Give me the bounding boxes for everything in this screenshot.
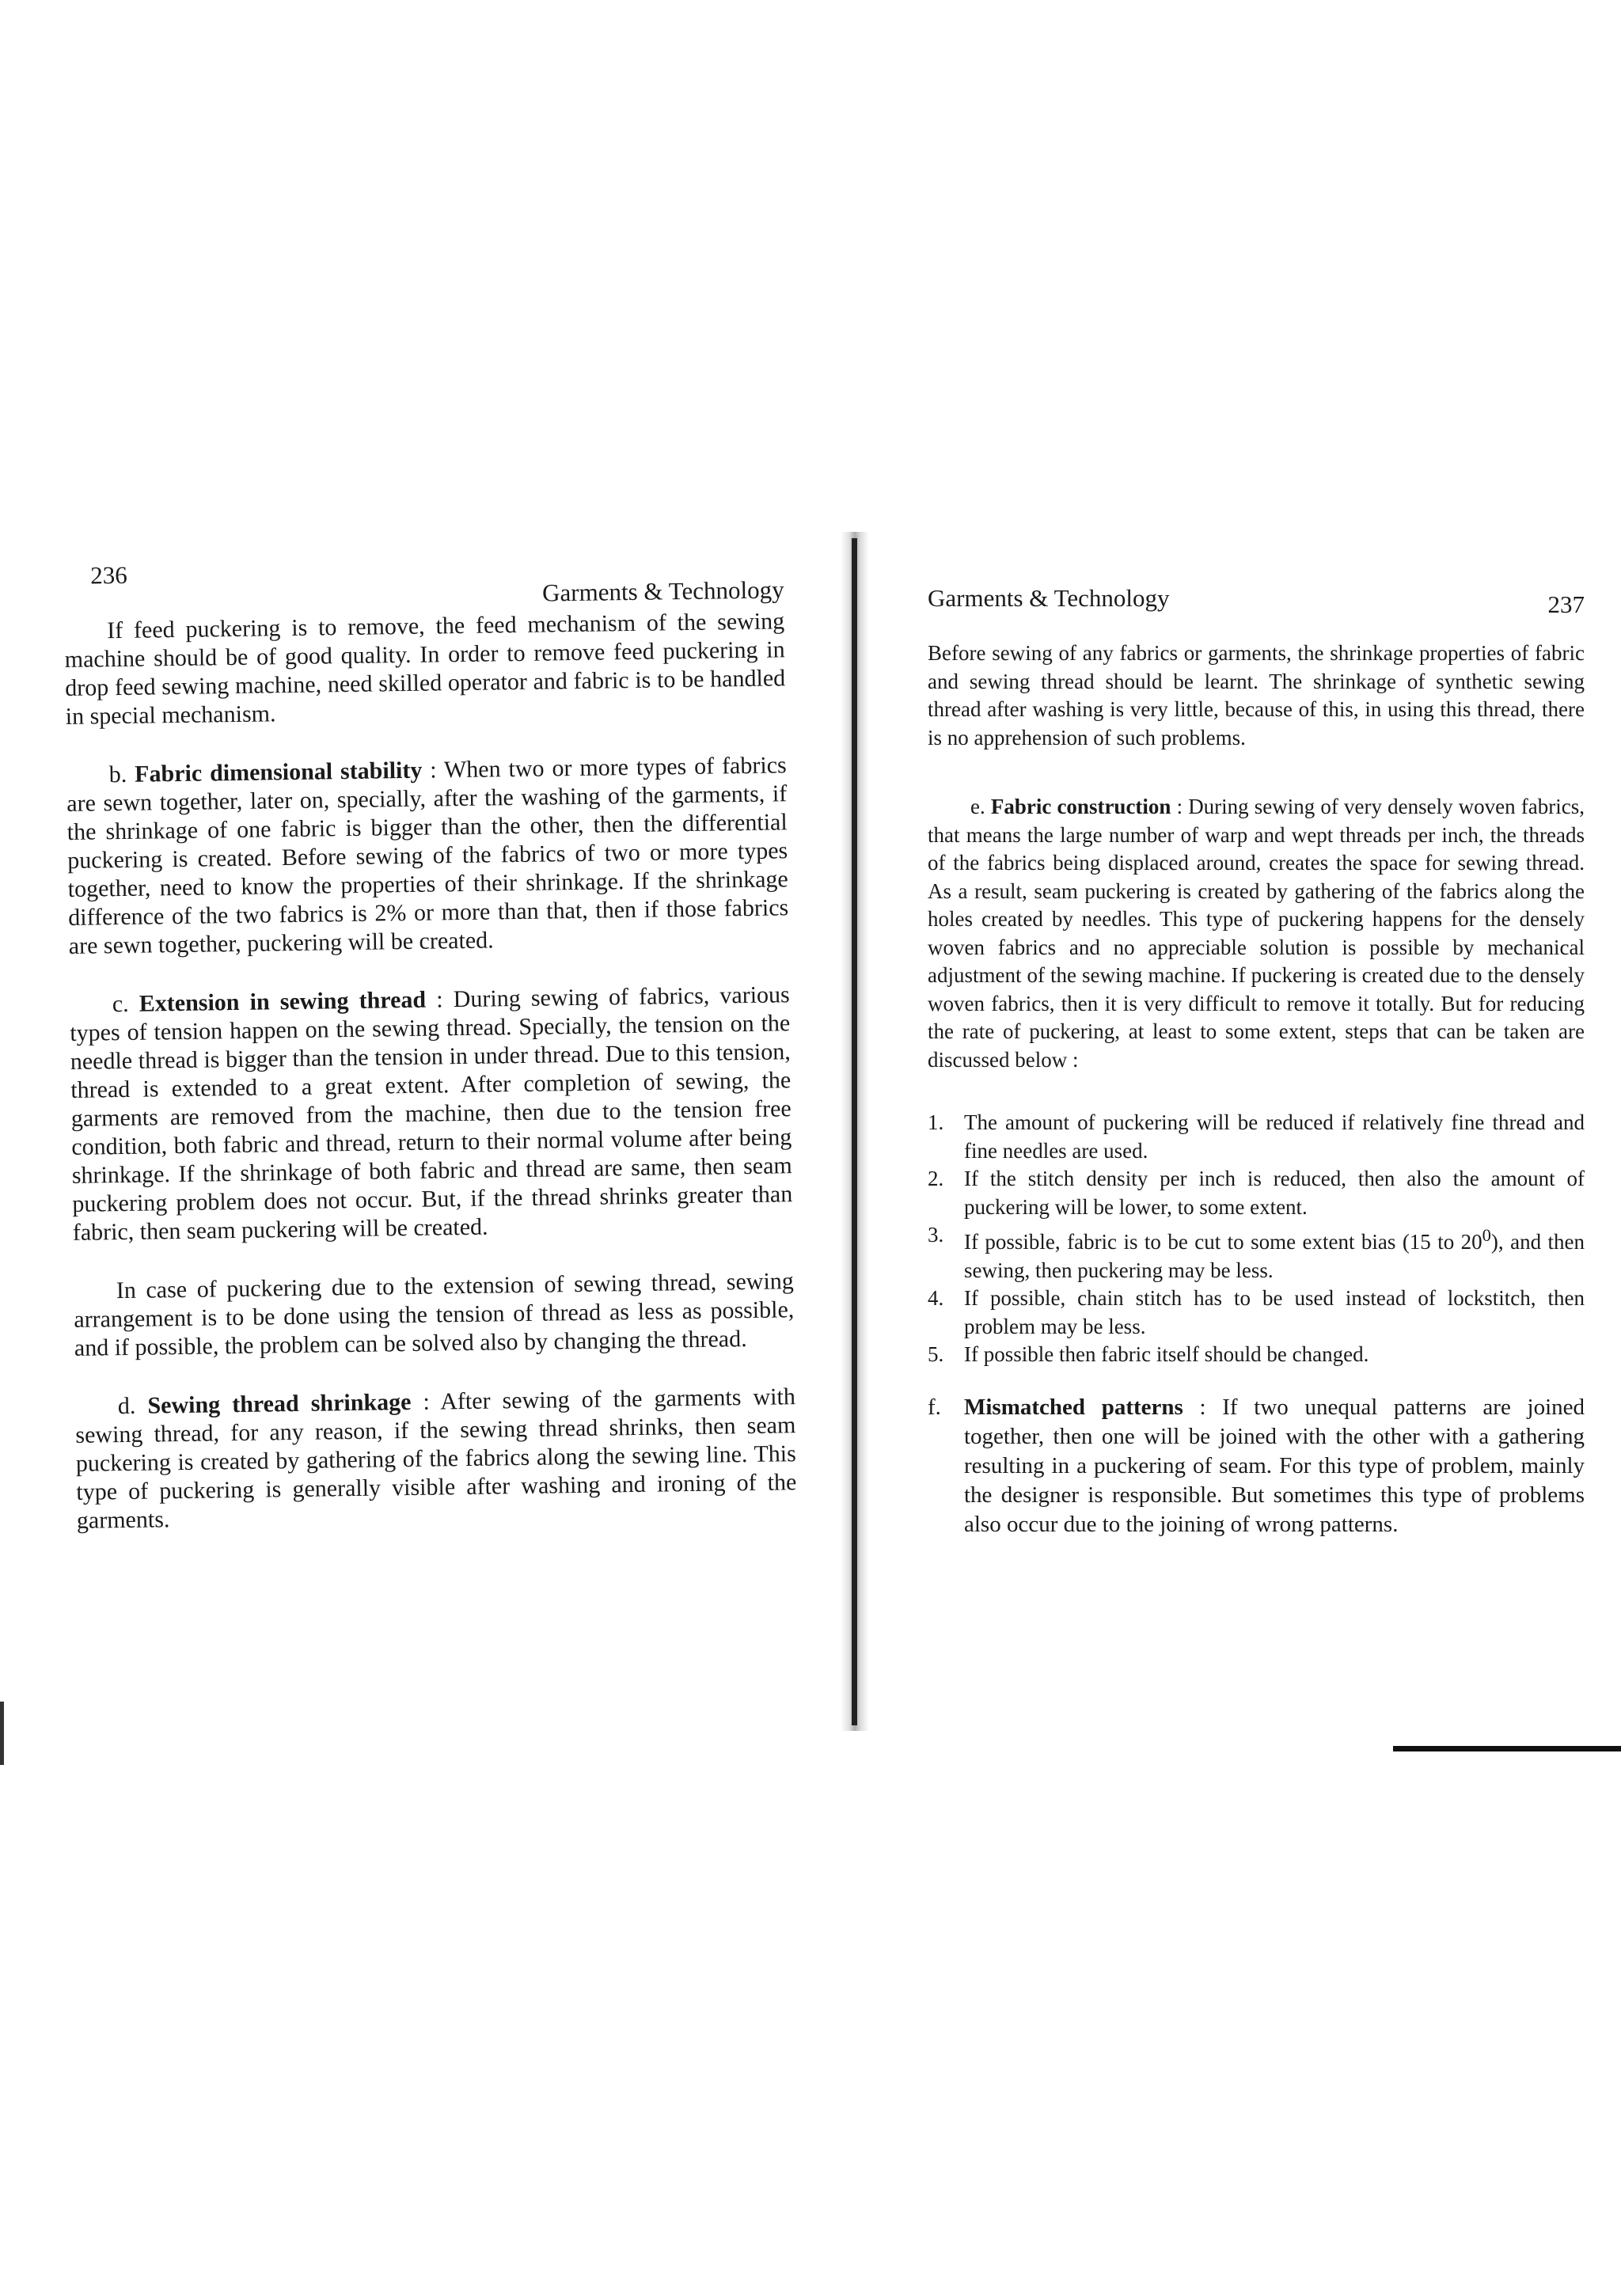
section-body: After sewing of the garments with sewing thread, for any reason, if the sewing thread shrinks, then seam puckering is created by gathering of the fabrics along the sewing line. This type of puckering is generally visible after washing and ironing of the garments.	[75, 1383, 797, 1534]
separator: :	[1171, 795, 1189, 818]
list-number: 3.	[928, 1223, 944, 1247]
section-body: During sewing of fabrics, various types of tension happen on the sewing thread. Specially, the tension on the needle thread is bigger than the tension in under thread. Due to this tension, thread is extended to a great extent. After completion of sewing, the garments are removed from the machine, then due to the tension free condition, both fabric and thread, return to their normal volume after being shrinkage. If the shrinkage of both fabric and thread are same, then seam puckering problem does not occur. But, if the thread shrinks greater than fabric, then seam puckering will be created.	[70, 981, 793, 1246]
list-item	[928, 1165, 1585, 1221]
list-text: If the stitch density per inch is reduced, then also the amount of puckering will be lower, to some extent.	[964, 1167, 1585, 1219]
list-text: ), and then sewing, then puckering may be less.	[964, 1230, 1585, 1282]
page-edge-mark	[0, 1702, 4, 1765]
paragraph-c2: In case of puckering due to the extension of sewing thread, sewing arrangement is to be done using the tension of thread as less as possible, and if possible, the problem can be solved also by changing the thread.	[74, 1268, 795, 1361]
section-title: Extension in sewing thread	[139, 986, 427, 1017]
list-text: If possible then fabric itself should be changed.	[964, 1342, 1369, 1366]
section-title: Mismatched patterns	[964, 1394, 1183, 1420]
left-page-header	[63, 552, 784, 617]
separator: :	[1183, 1394, 1223, 1420]
section-label: c.	[112, 990, 129, 1018]
list-text: If possible, chain stitch has to be used instead of lockstitch, then problem may be less.	[964, 1286, 1585, 1338]
section-title: Sewing thread shrinkage	[147, 1388, 412, 1419]
page-bottom-edge	[1393, 1746, 1621, 1751]
list-number: 4.	[928, 1286, 944, 1310]
section-label: b.	[108, 761, 127, 788]
section-body: When two or more types of fabrics are sewn together, later on, specially, after the washing of the garments, if the shrinkage of one fabric is bigger than the other, then the differential puckering is created. Before sewing of the fabrics of two or more types together, need to know the properties of their shrinkage. If the shrinkage difference of the two fabrics is 2% or more than that, then if those fabrics are sewn together, puckering will be created.	[66, 752, 789, 959]
running-head: Garments & Technology	[928, 584, 1170, 612]
left-page	[63, 552, 797, 1535]
section-d	[75, 1383, 797, 1535]
page-number: 236	[89, 560, 127, 590]
list-item	[928, 1221, 1585, 1285]
separator: :	[411, 1388, 441, 1415]
section-b	[66, 751, 789, 961]
list-number: 5.	[928, 1342, 944, 1366]
list-text: The amount of puckering will be reduced if relatively fine thread and fine needles are used.	[964, 1110, 1585, 1163]
right-page-header	[928, 584, 1585, 639]
section-title: Fabric construction	[990, 795, 1171, 818]
section-label: e.	[970, 795, 985, 818]
list-number: 2.	[928, 1167, 944, 1190]
list-number: 1.	[928, 1110, 944, 1134]
section-label: f.	[928, 1394, 941, 1420]
page-number: 237	[1547, 590, 1585, 618]
section-title: Fabric dimensional stability	[134, 757, 423, 787]
separator: :	[425, 986, 454, 1013]
list-item	[928, 1109, 1585, 1165]
running-head: Garments & Technology	[541, 575, 784, 607]
book-spine	[852, 538, 857, 1725]
section-label: d.	[117, 1392, 136, 1420]
list-text: If possible, fabric is to be cut to some extent bias (15 to 20	[964, 1230, 1482, 1254]
list-item	[928, 1285, 1585, 1341]
paragraph-intro: Before sewing of any fabrics or garments, the shrinkage properties of fabric and sewing thread should be learnt. The shrinkage of synthetic sewing thread after washing is very little, because of this, in using this thread, there is no apprehension of such problems.	[928, 641, 1585, 750]
section-c	[70, 981, 793, 1247]
right-page	[928, 584, 1585, 1539]
section-body: If two unequal patterns are joined together, then one will be joined with the other with a gathering resulting in a puckering of seam. For this type of problem, mainly the designer is responsible. But sometimes this type of problems also occur due to the joining of wrong patterns.	[964, 1394, 1585, 1537]
list-item	[928, 1341, 1585, 1369]
steps-list	[928, 1109, 1585, 1369]
separator: :	[422, 757, 445, 784]
section-e	[928, 793, 1585, 1074]
section-f	[928, 1393, 1585, 1539]
section-body: During sewing of very densely woven fabrics, that means the large number of warp and wept threads per inch, the threads of the fabrics being displaced around, creates the space for sewing thread. As a result, seam puckering is created by gathering of the fabrics along the holes created by needles. This type of puckering happens for the densely woven fabrics and no appreciable solution is possible by mechanical adjustment of the sewing machine. If puckering is created due to the densely woven fabrics, then it is very difficult to remove it totally. But for reducing the rate of puckering, at least to some extent, steps that can be taken are discussed below :	[928, 795, 1585, 1072]
superscript: 0	[1482, 1225, 1491, 1245]
paragraph-intro: If feed puckering is to remove, the feed mechanism of the sewing machine should be of good quality. In order to remove feed puckering in drop feed sewing machine, need skilled operator and fabric is to be handled in special mechanism.	[64, 608, 786, 730]
